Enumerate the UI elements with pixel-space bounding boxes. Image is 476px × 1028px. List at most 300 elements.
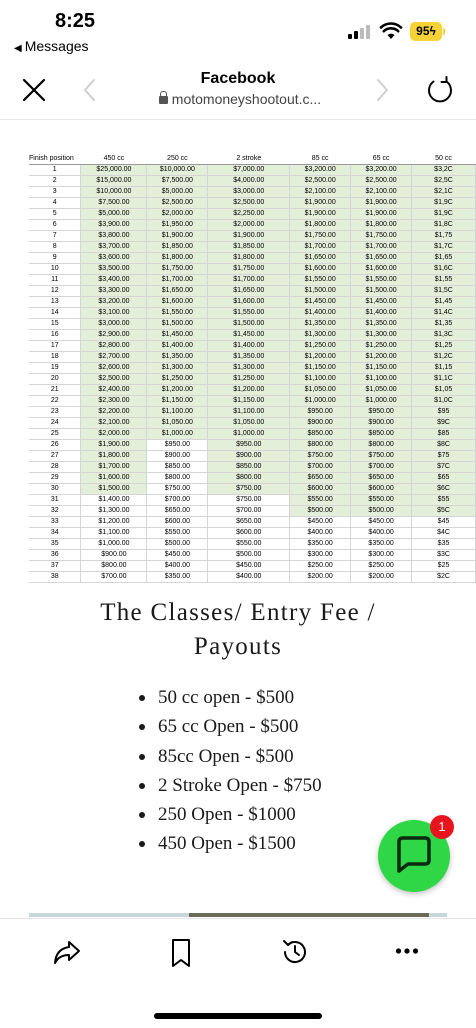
payout-cell: $1,600.00 xyxy=(81,472,147,483)
table-row xyxy=(29,395,476,406)
table-row xyxy=(29,208,476,219)
url-bar[interactable] xyxy=(140,91,340,107)
position-cell: 11 xyxy=(29,274,81,285)
payout-cell: $1,9C xyxy=(412,197,476,208)
position-cell: 6 xyxy=(29,219,81,230)
browser-header xyxy=(0,62,476,120)
position-cell: 21 xyxy=(29,384,81,395)
payout-cell: $2,000.00 xyxy=(147,208,208,219)
payout-cell: $3,200.00 xyxy=(290,164,351,175)
position-cell: 13 xyxy=(29,296,81,307)
table-row xyxy=(29,362,476,373)
list-item xyxy=(136,742,322,771)
payout-cell: $1,050.00 xyxy=(351,384,412,395)
table-row xyxy=(29,428,476,439)
payout-cell: $1,100.00 xyxy=(208,406,290,417)
payout-cell: $1,750.00 xyxy=(351,230,412,241)
payout-cell: $2,100.00 xyxy=(351,186,412,197)
payout-cell: $15,000.00 xyxy=(81,175,147,186)
payout-cell: $400.00 xyxy=(147,560,208,571)
table-row xyxy=(29,164,476,175)
position-cell: 27 xyxy=(29,450,81,461)
table-row xyxy=(29,472,476,483)
payout-cell: $1,300.00 xyxy=(81,505,147,516)
payout-cell: $800.00 xyxy=(208,472,290,483)
payout-cell: $1,250.00 xyxy=(290,340,351,351)
payout-cell: $600.00 xyxy=(208,527,290,538)
classes-heading-line2: Payouts xyxy=(193,633,283,660)
table-header-row xyxy=(29,154,476,164)
payout-cell: $1,250.00 xyxy=(147,373,208,384)
payout-cell: $7,000.00 xyxy=(208,164,290,175)
payout-cell: $1,200.00 xyxy=(351,351,412,362)
payout-cell: $1,750.00 xyxy=(147,263,208,274)
column-header: Finish position xyxy=(29,154,81,164)
position-cell: 25 xyxy=(29,428,81,439)
payout-cell: $95 xyxy=(412,406,476,417)
payout-cell: $6C xyxy=(412,483,476,494)
refresh-icon[interactable] xyxy=(424,74,456,106)
bookmark-icon[interactable] xyxy=(168,937,194,969)
position-cell: 29 xyxy=(29,472,81,483)
position-cell: 5 xyxy=(29,208,81,219)
payout-cell: $2,600.00 xyxy=(81,362,147,373)
payout-cell: $1,6C xyxy=(412,263,476,274)
payout-cell: $1,200.00 xyxy=(81,516,147,527)
payout-cell: $1,500.00 xyxy=(208,318,290,329)
payout-cell: $1,55 xyxy=(412,274,476,285)
payout-cell: $85 xyxy=(412,428,476,439)
payout-cell: $750.00 xyxy=(147,483,208,494)
payout-cell: $800.00 xyxy=(351,439,412,450)
payout-cell: $1,250.00 xyxy=(208,373,290,384)
payout-cell: $2,900.00 xyxy=(81,329,147,340)
payout-cell: $400.00 xyxy=(290,527,351,538)
position-cell: 16 xyxy=(29,329,81,340)
payout-cell: $55 xyxy=(412,494,476,505)
list-item xyxy=(136,712,322,741)
payout-cell: $350.00 xyxy=(351,538,412,549)
table-row xyxy=(29,186,476,197)
payout-cell: $900.00 xyxy=(351,417,412,428)
table-row xyxy=(29,483,476,494)
payout-cell: $1,000.00 xyxy=(208,428,290,439)
payout-cell: $1,600.00 xyxy=(208,296,290,307)
payout-cell: $5C xyxy=(412,505,476,516)
payout-cell: $2,000.00 xyxy=(208,219,290,230)
position-cell: 12 xyxy=(29,285,81,296)
payout-cell: $1,000.00 xyxy=(290,395,351,406)
payout-cell: $550.00 xyxy=(290,494,351,505)
payout-cell: $1,950.00 xyxy=(147,219,208,230)
share-icon[interactable] xyxy=(52,937,82,967)
payout-cell: $1,900.00 xyxy=(290,208,351,219)
payout-cell: $1,100.00 xyxy=(147,406,208,417)
history-icon[interactable] xyxy=(280,937,310,967)
payout-cell: $1,650.00 xyxy=(208,285,290,296)
table-row xyxy=(29,230,476,241)
payout-cell: $1,35 xyxy=(412,318,476,329)
payout-cell: $4C xyxy=(412,527,476,538)
payout-cell: $1,850.00 xyxy=(147,241,208,252)
position-cell: 7 xyxy=(29,230,81,241)
payout-cell: $1,800.00 xyxy=(351,219,412,230)
payout-cell: $650.00 xyxy=(208,516,290,527)
table-row xyxy=(29,241,476,252)
wifi-icon xyxy=(380,22,402,40)
payout-cell: $1,350.00 xyxy=(208,351,290,362)
payout-cell: $1,900.00 xyxy=(351,208,412,219)
table-row xyxy=(29,494,476,505)
position-cell: 34 xyxy=(29,527,81,538)
table-row xyxy=(29,175,476,186)
payout-cell: $3,900.00 xyxy=(81,219,147,230)
bullet-icon xyxy=(139,724,145,730)
payout-cell: $1,350.00 xyxy=(351,318,412,329)
bullet-icon xyxy=(139,841,145,847)
content-image-edge xyxy=(29,913,447,917)
payout-cell: $600.00 xyxy=(290,483,351,494)
payout-cell: $1,650.00 xyxy=(290,252,351,263)
payout-cell: $1,750.00 xyxy=(208,263,290,274)
table-row xyxy=(29,263,476,274)
payout-cell: $1,1C xyxy=(412,373,476,384)
position-cell: 35 xyxy=(29,538,81,549)
bullet-icon xyxy=(139,754,145,760)
payout-cell: $450.00 xyxy=(147,549,208,560)
payout-cell: $550.00 xyxy=(208,538,290,549)
payout-cell: $1,25 xyxy=(412,340,476,351)
bullet-icon xyxy=(139,695,145,701)
payout-cell: $2,5C xyxy=(412,175,476,186)
column-header: 450 cc xyxy=(81,154,147,164)
payout-cell: $1,400.00 xyxy=(81,494,147,505)
payout-cell: $1,100.00 xyxy=(351,373,412,384)
payout-cell: $5,000.00 xyxy=(81,208,147,219)
back-to-messages[interactable] xyxy=(14,38,89,54)
status-bar xyxy=(0,0,476,62)
payout-cell: $2,100.00 xyxy=(290,186,351,197)
payout-cell: $500.00 xyxy=(290,505,351,516)
payout-cell: $1,2C xyxy=(412,351,476,362)
payout-cell: $45 xyxy=(412,516,476,527)
payout-cell: $1,400.00 xyxy=(290,307,351,318)
position-cell: 31 xyxy=(29,494,81,505)
payout-cell: $1,000.00 xyxy=(351,395,412,406)
payout-cell: $2,700.00 xyxy=(81,351,147,362)
payout-cell: $1,450.00 xyxy=(290,296,351,307)
column-header: 85 cc xyxy=(290,154,351,164)
payout-cell: $3,700.00 xyxy=(81,241,147,252)
payout-cell: $900.00 xyxy=(290,417,351,428)
table-row xyxy=(29,219,476,230)
payout-cell: $350.00 xyxy=(147,571,208,582)
payout-cell: $750.00 xyxy=(208,483,290,494)
payout-cell: $1,500.00 xyxy=(147,318,208,329)
class-entry-fee: 250 Open - $1000 xyxy=(158,804,296,826)
payout-cell: $2,400.00 xyxy=(81,384,147,395)
table-row xyxy=(29,516,476,527)
payout-cell: $450.00 xyxy=(290,516,351,527)
payout-cell: $200.00 xyxy=(290,571,351,582)
payout-cell: $700.00 xyxy=(208,505,290,516)
payout-cell: $3,600.00 xyxy=(81,252,147,263)
payout-cell: $400.00 xyxy=(208,571,290,582)
payout-cell: $1,5C xyxy=(412,285,476,296)
table-row xyxy=(29,373,476,384)
page-title: Facebook xyxy=(200,70,276,87)
payout-cell: $7,500.00 xyxy=(147,175,208,186)
payout-cell: $800.00 xyxy=(81,560,147,571)
payout-cell: $2,000.00 xyxy=(81,428,147,439)
classes-heading-line1: The Classes/ Entry Fee / xyxy=(100,599,376,626)
payout-cell: $2,500.00 xyxy=(290,175,351,186)
list-item xyxy=(136,800,322,829)
payout-cell: $350.00 xyxy=(290,538,351,549)
position-cell: 30 xyxy=(29,483,81,494)
payout-table xyxy=(29,154,476,580)
payout-cell: $1,800.00 xyxy=(290,219,351,230)
table-row xyxy=(29,560,476,571)
column-header: 250 cc xyxy=(147,154,208,164)
payout-cell: $2,500.00 xyxy=(208,197,290,208)
table-row xyxy=(29,340,476,351)
position-cell: 18 xyxy=(29,351,81,362)
payout-cell: $1,000.00 xyxy=(147,428,208,439)
table-row xyxy=(29,351,476,362)
payout-cell: $2,250.00 xyxy=(208,208,290,219)
payout-cell: $1,800.00 xyxy=(81,450,147,461)
payout-cell: $1,3C xyxy=(412,329,476,340)
payout-cell: $1,050.00 xyxy=(147,417,208,428)
payout-cell: $1,650.00 xyxy=(351,252,412,263)
payout-cell: $1,4C xyxy=(412,307,476,318)
payout-cell: $950.00 xyxy=(290,406,351,417)
position-cell: 17 xyxy=(29,340,81,351)
position-cell: 36 xyxy=(29,549,81,560)
more-icon[interactable] xyxy=(395,947,419,955)
payout-cell: $1,200.00 xyxy=(208,384,290,395)
payout-cell: $2,1C xyxy=(412,186,476,197)
payout-cell: $800.00 xyxy=(290,439,351,450)
payout-cell: $3,500.00 xyxy=(81,263,147,274)
table-row xyxy=(29,406,476,417)
payout-cell: $9C xyxy=(412,417,476,428)
payout-cell: $3,000.00 xyxy=(208,186,290,197)
position-cell: 28 xyxy=(29,461,81,472)
table-row xyxy=(29,274,476,285)
payout-cell: $1,250.00 xyxy=(351,340,412,351)
payout-cell: $750.00 xyxy=(290,450,351,461)
bottom-toolbar xyxy=(0,918,476,1028)
charging-bolt-icon: ϟ xyxy=(429,24,436,38)
payout-cell: $850.00 xyxy=(351,428,412,439)
payout-cell: $1,200.00 xyxy=(290,351,351,362)
home-indicator xyxy=(154,1013,322,1019)
payout-cell: $1,150.00 xyxy=(290,362,351,373)
payout-cell: $1,700.00 xyxy=(81,461,147,472)
classes-heading xyxy=(40,596,436,664)
payout-cell: $65 xyxy=(412,472,476,483)
back-app-label: Messages xyxy=(24,38,89,54)
payout-cell: $1,15 xyxy=(412,362,476,373)
payout-cell: $2,500.00 xyxy=(147,197,208,208)
position-cell: 14 xyxy=(29,307,81,318)
payout-cell: $900.00 xyxy=(147,450,208,461)
payout-cell: $1,550.00 xyxy=(351,274,412,285)
payout-cell: $1,400.00 xyxy=(208,340,290,351)
payout-cell: $1,500.00 xyxy=(351,285,412,296)
payout-cell: $1,400.00 xyxy=(351,307,412,318)
payout-cell: $650.00 xyxy=(351,472,412,483)
table-row xyxy=(29,450,476,461)
payout-cell: $2C xyxy=(412,571,476,582)
payout-cell: $650.00 xyxy=(147,505,208,516)
table-row xyxy=(29,296,476,307)
position-cell: 2 xyxy=(29,175,81,186)
payout-cell: $1,7C xyxy=(412,241,476,252)
payout-cell: $400.00 xyxy=(351,527,412,538)
payout-cell: $1,0C xyxy=(412,395,476,406)
class-entry-fee: 85cc Open - $500 xyxy=(158,745,294,767)
cellular-signal-icon xyxy=(348,25,374,39)
payout-cell: $25 xyxy=(412,560,476,571)
payout-cell: $300.00 xyxy=(351,549,412,560)
payout-cell: $750.00 xyxy=(208,494,290,505)
payout-cell: $600.00 xyxy=(351,483,412,494)
payout-cell: $1,450.00 xyxy=(208,329,290,340)
payout-cell: $1,65 xyxy=(412,252,476,263)
payout-cell: $1,300.00 xyxy=(208,362,290,373)
payout-cell: $1,700.00 xyxy=(147,274,208,285)
payout-cell: $1,900.00 xyxy=(351,197,412,208)
position-cell: 32 xyxy=(29,505,81,516)
table-row xyxy=(29,307,476,318)
battery-indicator xyxy=(410,22,442,41)
payout-cell: $500.00 xyxy=(208,549,290,560)
notification-badge: 1 xyxy=(430,815,454,839)
table-row xyxy=(29,318,476,329)
class-entry-fee: 2 Stroke Open - $750 xyxy=(158,774,322,796)
payout-cell: $1,800.00 xyxy=(208,252,290,263)
payout-cell: $1,450.00 xyxy=(147,329,208,340)
payout-cell: $1,700.00 xyxy=(290,241,351,252)
position-cell: 26 xyxy=(29,439,81,450)
class-entry-fee: 65 cc Open - $500 xyxy=(158,716,299,738)
column-header: 65 cc xyxy=(351,154,412,164)
payout-cell: $700.00 xyxy=(147,494,208,505)
payout-cell: $1,200.00 xyxy=(147,384,208,395)
payout-cell: $1,05 xyxy=(412,384,476,395)
payout-cell: $1,600.00 xyxy=(147,296,208,307)
payout-cell: $35 xyxy=(412,538,476,549)
position-cell: 37 xyxy=(29,560,81,571)
payout-cell: $500.00 xyxy=(351,505,412,516)
battery-tip xyxy=(443,28,445,35)
payout-cell: $800.00 xyxy=(147,472,208,483)
payout-cell: $1,8C xyxy=(412,219,476,230)
payout-cell: $900.00 xyxy=(208,450,290,461)
payout-cell: $450.00 xyxy=(351,516,412,527)
position-cell: 38 xyxy=(29,571,81,582)
payout-cell: $1,350.00 xyxy=(290,318,351,329)
payout-cell: $1,75 xyxy=(412,230,476,241)
position-cell: 1 xyxy=(29,164,81,175)
payout-cell: $850.00 xyxy=(290,428,351,439)
position-cell: 9 xyxy=(29,252,81,263)
payout-cell: $700.00 xyxy=(351,461,412,472)
class-entry-fee: 50 cc open - $500 xyxy=(158,687,295,708)
url-text: motomoneyshootout.c... xyxy=(171,91,322,107)
position-cell: 23 xyxy=(29,406,81,417)
position-cell: 8 xyxy=(29,241,81,252)
payout-cell: $700.00 xyxy=(81,571,147,582)
payout-cell: $1,550.00 xyxy=(290,274,351,285)
payout-cell: $250.00 xyxy=(351,560,412,571)
payout-cell: $950.00 xyxy=(351,406,412,417)
payout-cell: $650.00 xyxy=(290,472,351,483)
payout-cell: $750.00 xyxy=(351,450,412,461)
bullet-icon xyxy=(139,783,145,789)
payout-cell: $950.00 xyxy=(208,439,290,450)
forward-arrow-icon[interactable] xyxy=(372,76,392,104)
payout-cell: $2,100.00 xyxy=(81,417,147,428)
payout-cell: $1,9C xyxy=(412,208,476,219)
payout-cell: $1,100.00 xyxy=(290,373,351,384)
list-item xyxy=(136,829,322,858)
payout-cell: $1,650.00 xyxy=(147,285,208,296)
payout-cell: $250.00 xyxy=(290,560,351,571)
payout-cell: $1,900.00 xyxy=(290,197,351,208)
payout-cell: $1,600.00 xyxy=(290,263,351,274)
position-cell: 3 xyxy=(29,186,81,197)
payout-cell: $1,750.00 xyxy=(290,230,351,241)
table-row xyxy=(29,329,476,340)
payout-cell: $2,500.00 xyxy=(81,373,147,384)
payout-cell: $1,700.00 xyxy=(351,241,412,252)
battery-level: 95 xyxy=(416,24,430,38)
payout-cell: $2,500.00 xyxy=(351,175,412,186)
payout-cell: $3,000.00 xyxy=(81,318,147,329)
column-header: 50 cc xyxy=(412,154,476,164)
position-cell: 20 xyxy=(29,373,81,384)
payout-cell: $1,900.00 xyxy=(81,439,147,450)
payout-cell: $1,100.00 xyxy=(81,527,147,538)
payout-cell: $900.00 xyxy=(81,549,147,560)
payout-cell: $1,550.00 xyxy=(147,307,208,318)
payout-cell: $1,700.00 xyxy=(208,274,290,285)
payout-cell: $3,100.00 xyxy=(81,307,147,318)
payout-cell: $5,000.00 xyxy=(147,186,208,197)
close-icon[interactable] xyxy=(20,76,48,104)
position-cell: 19 xyxy=(29,362,81,373)
payout-cell: $300.00 xyxy=(290,549,351,560)
payout-cell: $850.00 xyxy=(147,461,208,472)
payout-cell: $550.00 xyxy=(147,527,208,538)
payout-cell: $2,200.00 xyxy=(81,406,147,417)
table-row xyxy=(29,285,476,296)
payout-cell: $2,800.00 xyxy=(81,340,147,351)
payout-cell: $10,000.00 xyxy=(147,164,208,175)
payout-cell: $450.00 xyxy=(208,560,290,571)
payout-cell: $200.00 xyxy=(351,571,412,582)
payout-cell: $1,550.00 xyxy=(208,307,290,318)
payout-cell: $3,2C xyxy=(412,164,476,175)
payout-cell: $3C xyxy=(412,549,476,560)
payout-cell: $8C xyxy=(412,439,476,450)
back-arrow-icon[interactable] xyxy=(80,76,100,104)
position-cell: 33 xyxy=(29,516,81,527)
